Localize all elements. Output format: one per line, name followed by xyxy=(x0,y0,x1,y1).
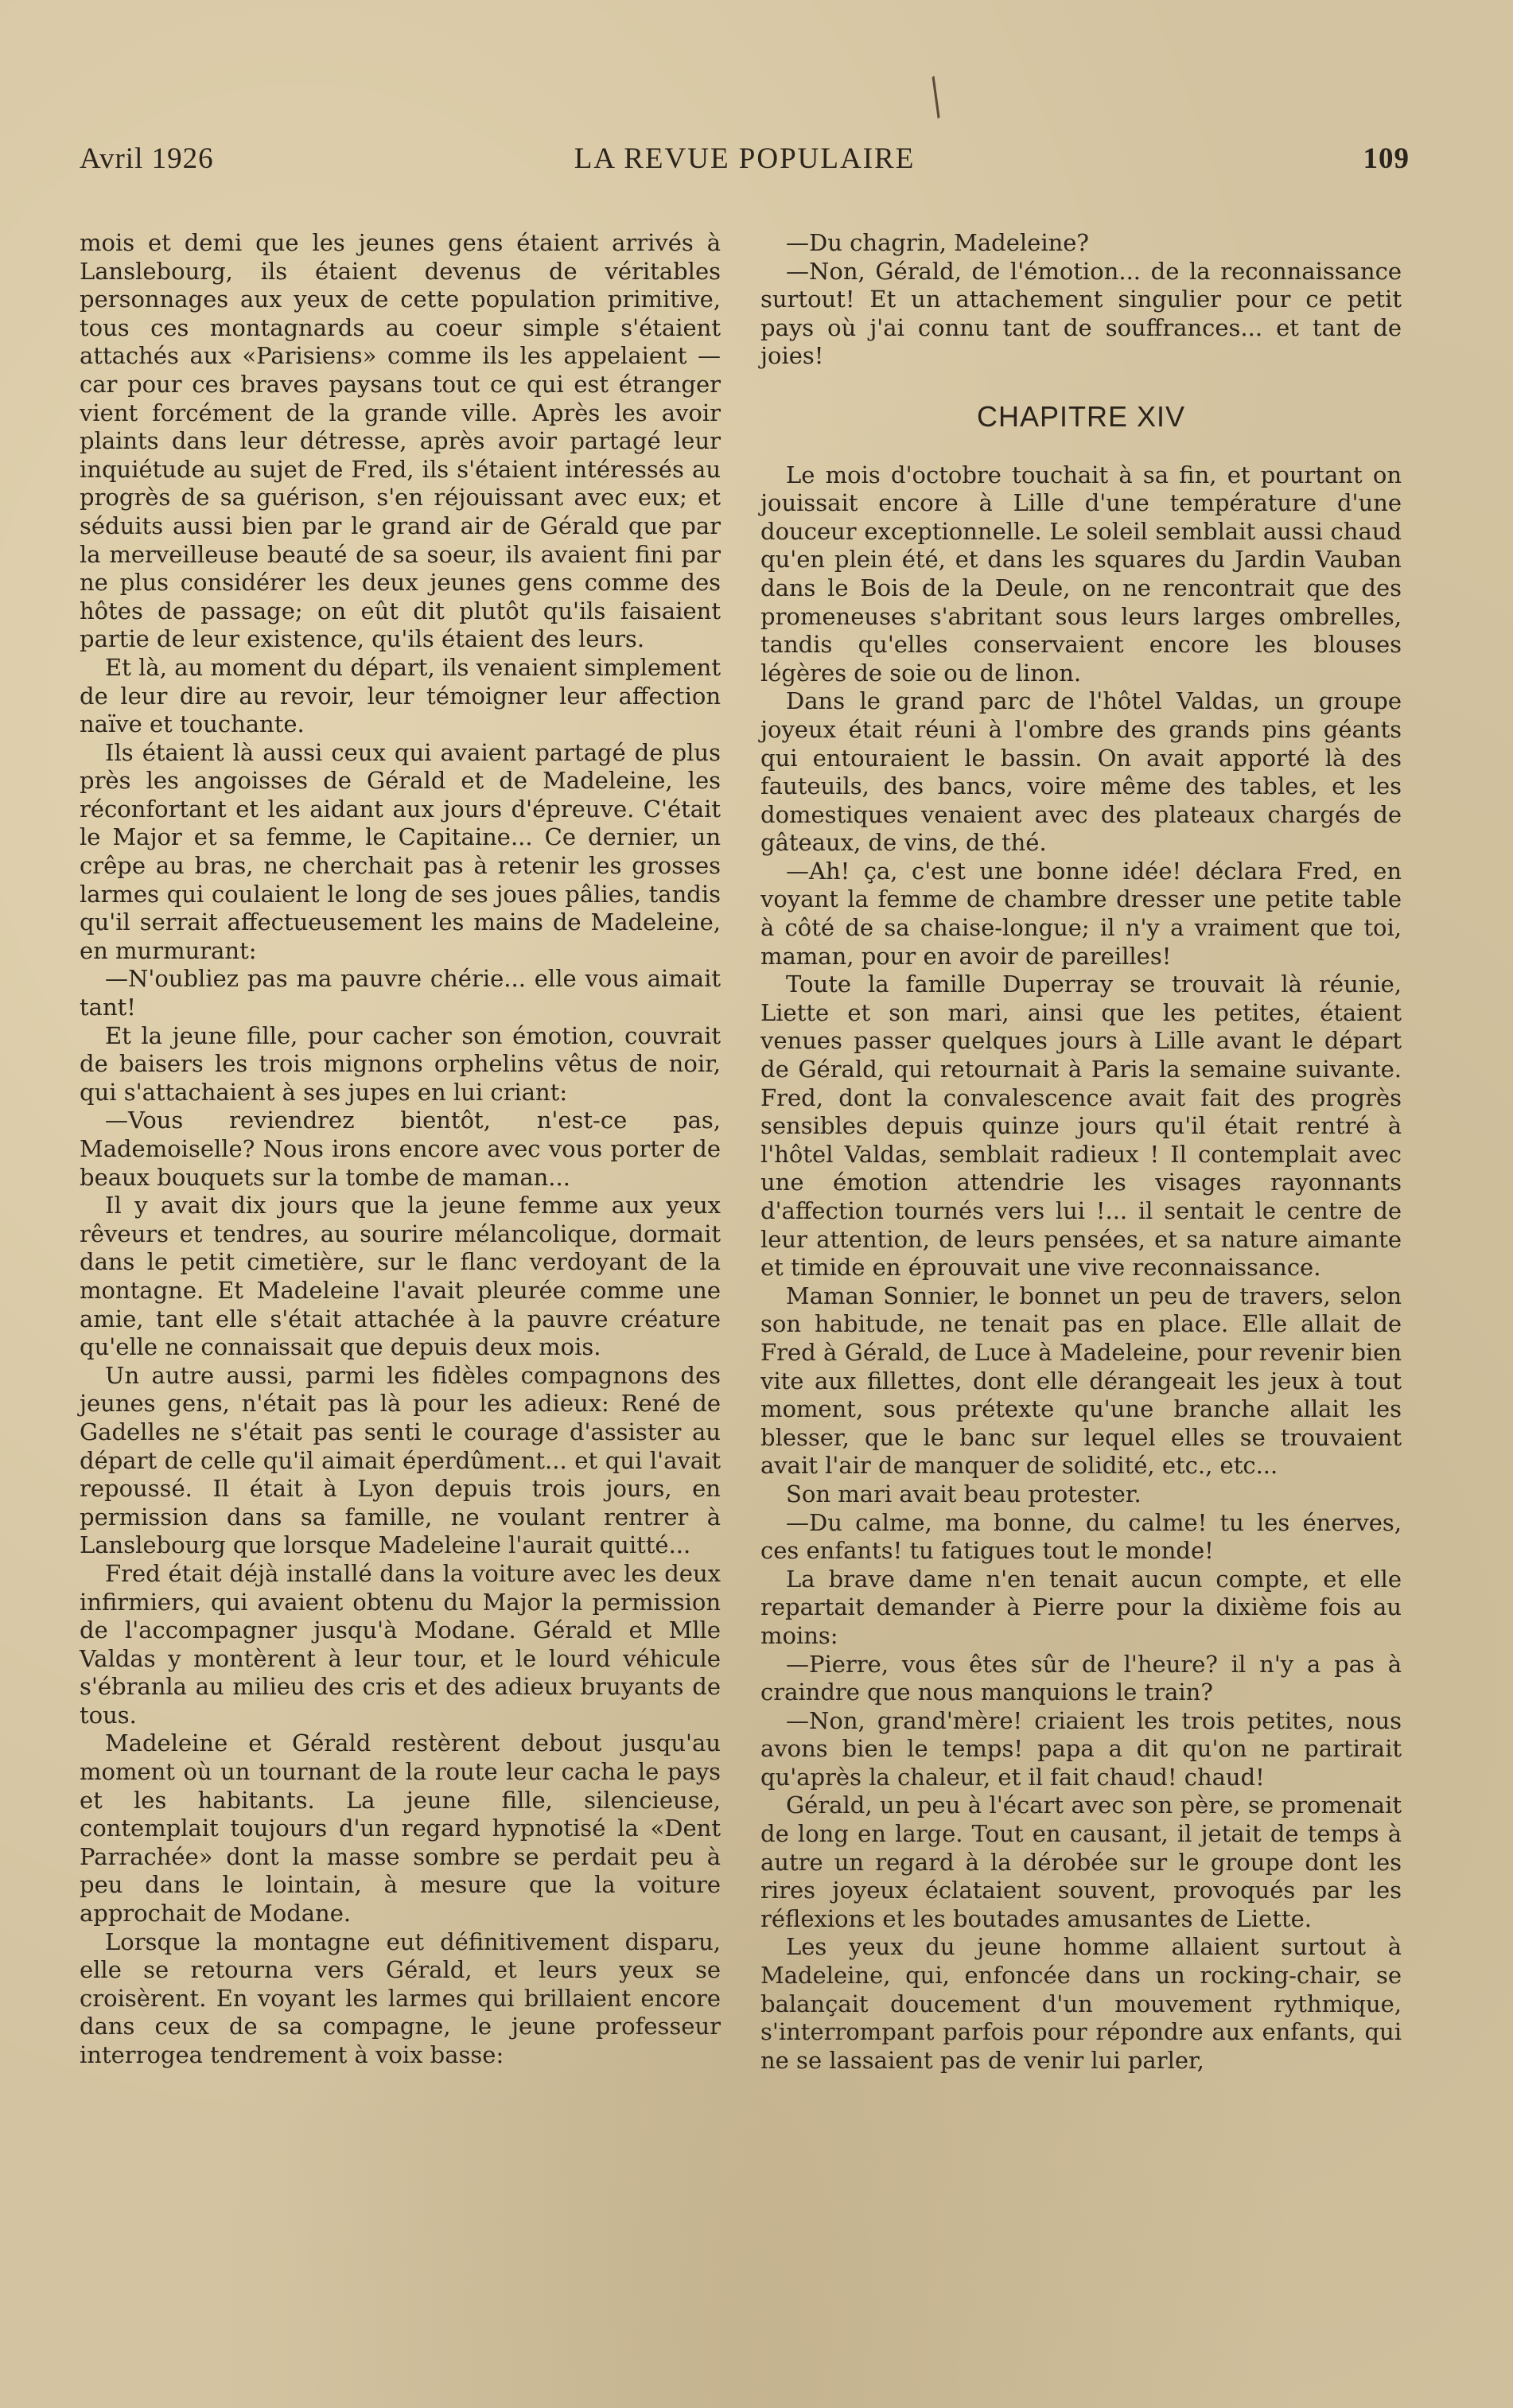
paragraph: La brave dame n'en tenait aucun compte, et elle repartait demander à Pierre pour la dixième fois au moins: xyxy=(760,1565,1402,1649)
paragraph: —Vous reviendrez bientôt, n'est-ce pas, Mademoiselle? Nous irons encore avec vous porter de beaux bouquets sur la tombe de maman... xyxy=(80,1107,721,1191)
paragraph: —N'oubliez pas ma pauvre chérie... elle vous aimait tant! xyxy=(80,965,721,1021)
paragraph: Madeleine et Gérald restèrent debout jusqu'au moment où un tournant de la route leur cacha le pays et les habitants. La jeune fille, silencieuse, contemplait toujours d'un regard hypnotisé la «Dent Parrachée» dont la masse sombre se perdait peu à peu dans le lointain, à mesure que la voiture approchait de Modane. xyxy=(80,1729,721,1928)
paragraph: —Non, Gérald, de l'émotion... de la reconnaissance surtout! Et un attachement singulier pour ce petit pays où j'ai connu tant de souffrances... et tant de joies! xyxy=(760,257,1402,370)
paragraph: Maman Sonnier, le bonnet un peu de travers, selon son habitude, ne tenait pas en place. Elle allait de Fred à Gérald, de Luce à Madeleine, pour revenir bien vite aux fillettes, dont elle dérangeait les jeux à tout moment, sous prétexte qu'une branche allait les blesser, que le banc sur lequel elles se trouvaient avait l'air de manquer de solidité, etc., etc... xyxy=(760,1282,1402,1480)
paragraph: Ils étaient là aussi ceux qui avaient partagé de plus près les angoisses de Gérald et de Madeleine, les réconfortant et les aidant aux jours d'épreuve. C'était le Major et sa femme, le Capitaine... Ce dernier, un crêpe au bras, ne cherchait pas à retenir les grosses larmes qui coulaient le long de ses joues pâlies, tandis qu'il serrait affectueusement les mains de Madeleine, en murmurant: xyxy=(80,738,721,964)
paragraph: —Du calme, ma bonne, du calme! tu les énerves, ces enfants! tu fatigues tout le monde! xyxy=(760,1508,1402,1565)
paragraph: Et la jeune fille, pour cacher son émotion, couvrait de baisers les trois mignons orphelins vêtus de noir, qui s'attachaient à ses jupes en lui criant: xyxy=(80,1021,721,1106)
journal-title: LA REVUE POPULAIRE xyxy=(574,142,916,175)
paragraph: Fred était déjà installé dans la voiture avec les deux infirmiers, qui avaient obtenu du Major la permission de l'accompagner jusqu'à Modane. Gérald et Mlle Valdas y montèrent à leur tour, et le lourd véhicule s'ébranla au milieu des cris et des adieux bruyants de tous. xyxy=(80,1559,721,1729)
chapter-heading: CHAPITRE XIV xyxy=(976,399,1186,433)
paragraph: —Pierre, vous êtes sûr de l'heure? il n'y a pas à craindre que nous manquions le train? xyxy=(760,1650,1402,1706)
paragraph: mois et demi que les jeunes gens étaient arrivés à Lanslebourg, ils étaient devenus de véritables personnages aux yeux de cette population primitive, tous ces montagnards au coeur simple s'étaient attachés aux «Parisiens» comme ils les appelaient —car pour ces braves paysans tout ce qui est étranger vient forcément de la grande ville. Après les avoir plaints dans leur détresse, après avoir partagé leur inquiétude au sujet de Fred, ils s'étaient intéressés au progrès de sa guérison, s'en réjouissant avec eux; et séduits aussi bien par le grand air de Gérald que par la merveilleuse beauté de sa soeur, ils avaient fini par ne plus considérer les deux jeunes gens comme des hôtes de passage; on eût dit plutôt qu'ils faisaient partie de leur existence, qu'ils étaient des leurs. xyxy=(80,229,721,653)
pencil-mark: ╱ xyxy=(917,77,955,119)
paragraph: Lorsque la montagne eut définitivement disparu, elle se retourna vers Gérald, et leurs yeux se croisèrent. En voyant les larmes qui brillaient encore dans ceux de sa compagne, le jeune professeur interrogea tendrement à voix basse: xyxy=(80,1928,721,2068)
paragraph: —Ah! ça, c'est une bonne idée! déclara Fred, en voyant la femme de chambre dresser une petite table à côté de sa chaise-longue; il n'y a vraiment que toi, maman, pour en avoir de pareilles! xyxy=(760,857,1402,970)
paragraph: —Du chagrin, Madeleine? xyxy=(786,229,1089,256)
right-column xyxy=(760,229,1402,2075)
paragraph: Son mari avait beau protester. xyxy=(786,1480,1142,1507)
issue-date: Avril 1926 xyxy=(80,142,214,175)
left-column xyxy=(80,229,721,2070)
running-header xyxy=(80,142,1410,181)
paragraph: Il y avait dix jours que la jeune femme aux yeux rêveurs et tendres, au sourire mélancolique, dormait dans le petit cimetière, sur le flanc verdoyant de la montagne. Et Madeleine l'avait pleurée comme une amie, tant elle s'était attachée à la pauvre créature qu'elle ne connaissait que depuis deux mois. xyxy=(80,1192,721,1361)
paragraph: Un autre aussi, parmi les fidèles compagnons des jeunes gens, n'était pas là pour les adieux: René de Gadelles ne s'était pas senti le courage d'assister au départ de celle qu'il aimait éperdûment... et qui l'avait repoussé. Il était à Lyon depuis trois jours, en permission dans sa famille, ne voulant rentrer à Lanslebourg que lorsque Madeleine l'aurait quitté... xyxy=(80,1361,721,1559)
paragraph: Toute la famille Duperray se trouvait là réunie, Liette et son mari, ainsi que les petites, étaient venues passer quelques jours à Lille avant le départ de Gérald, qui retournait à Paris la semaine suivante. Fred, dont la convalescence avait fait des progrès sensibles depuis quinze jours qu'il était rentré à l'hôtel Valdas, semblait radieux ! Il contemplait avec une émotion attendrie les visages rayonnants d'affection tournés vers lui !... il sentait le centre de leur attention, de leurs pensées, et sa nature aimante et timide en éprouvait une vive reconnaissance. xyxy=(760,971,1402,1282)
paragraph: Gérald, un peu à l'écart avec son père, se promenait de long en large. Tout en causant, il jetait de temps à autre un regard à la dérobée sur le groupe dont les rires joyeux éclataient souvent, provoqués par les réflexions et les boutades amusantes de Liette. xyxy=(760,1791,1402,1932)
paragraph: Les yeux du jeune homme allaient surtout à Madeleine, qui, enfoncée dans un rocking-chair, se balançait doucement d'un mouvement rythmique, s'interrompant parfois pour répondre aux enfants, qui ne se lassaient pas de venir lui parler, xyxy=(760,1933,1402,2074)
paragraph: Dans le grand parc de l'hôtel Valdas, un groupe joyeux était réuni à l'ombre des grands pins géants qui entouraient le bassin. On avait apporté là des fauteuils, des bancs, voire même des tables, et les domestiques venaient avec des plateaux chargés de gâteaux, de vins, de thé. xyxy=(760,687,1402,857)
paragraph: —Non, grand'mère! criaient les trois petites, nous avons bien le temps! papa a dit qu'on ne partirait qu'après la chaleur, et il fait chaud! chaud! xyxy=(760,1706,1402,1791)
paragraph: Et là, au moment du départ, ils venaient simplement de leur dire au revoir, leur témoigner leur affection naïve et touchante. xyxy=(80,653,721,738)
paragraph: Le mois d'octobre touchait à sa fin, et pourtant on jouissait encore à Lille d'une température d'une douceur exceptionnelle. Le soleil semblait aussi chaud qu'en plein été, et dans les squares du Jardin Vauban dans le Bois de la Deule, on ne rencontrait que des promeneuses s'abritant sous leurs larges ombrelles, tandis qu'elles conservaient encore les blouses légères de soie ou de linon. xyxy=(760,461,1402,687)
page-number: 109 xyxy=(1363,142,1410,175)
